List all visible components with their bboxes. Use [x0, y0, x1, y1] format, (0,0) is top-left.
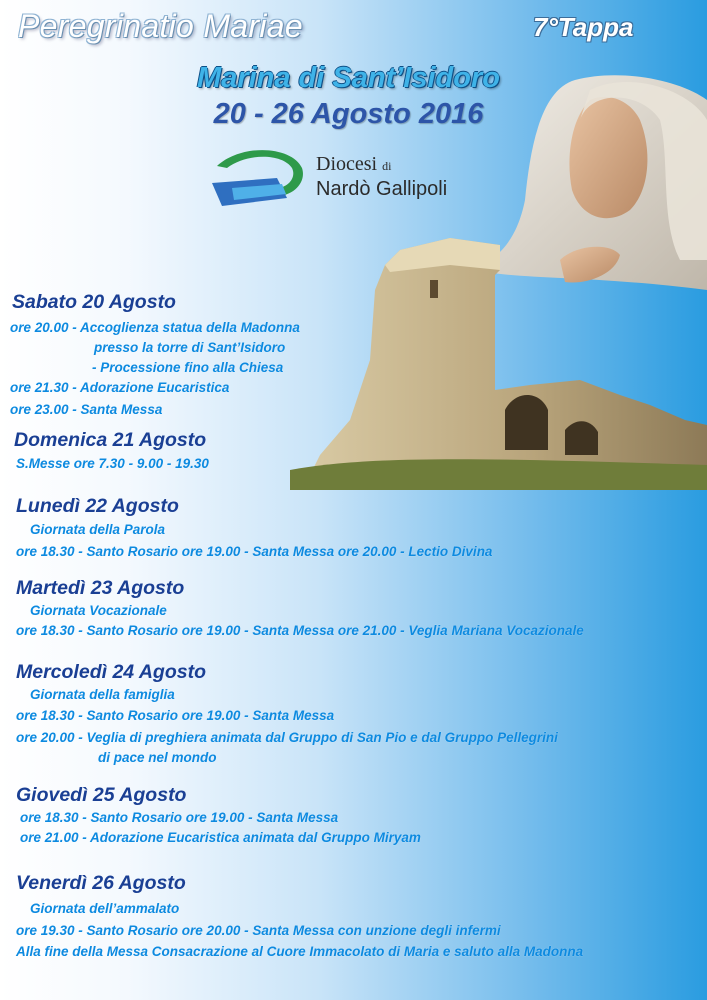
schedule-line: ore 23.00 - Santa Messa: [10, 402, 163, 417]
schedule-line: Giornata dell’ammalato: [30, 901, 180, 916]
schedule-line: ore 20.00 - Accoglienza statua della Madonna: [10, 320, 300, 335]
schedule-line: ore 18.30 - Santo Rosario ore 19.00 - Santa Messa ore 20.00 - Lectio Divina: [16, 544, 493, 559]
day-heading-mercoledi: Mercoledì 24 Agosto: [16, 661, 206, 683]
schedule-line: Alla fine della Messa Consacrazione al Cuore Immacolato di Maria e saluto alla Madonna: [16, 944, 584, 959]
day-heading-sabato: Sabato 20 Agosto: [12, 291, 176, 313]
schedule-line: ore 18.30 - Santo Rosario ore 19.00 - Santa Messa: [20, 810, 339, 825]
stage-label: 7°Tappa: [533, 12, 634, 42]
schedule-line: S.Messe ore 7.30 - 9.00 - 19.30: [16, 456, 209, 471]
place-heading: Marina di Sant’Isidoro: [197, 62, 500, 94]
day-heading-giovedi: Giovedì 25 Agosto: [16, 784, 187, 806]
dates-heading: 20 - 26 Agosto 2016: [213, 98, 484, 130]
logo-text-diocesi: [316, 153, 391, 176]
schedule-line: ore 21.30 - Adorazione Eucaristica: [10, 380, 230, 395]
schedule-line: presso la torre di Sant’Isidoro: [94, 340, 286, 355]
logo-text-di: di: [382, 159, 392, 173]
schedule-line: Giornata della famiglia: [30, 687, 175, 702]
schedule-line: ore 18.30 - Santo Rosario ore 19.00 - Santa Messa ore 21.00 - Veglia Mariana Vocazionale: [16, 623, 584, 638]
day-heading-martedi: Martedì 23 Agosto: [16, 577, 185, 599]
schedule-line: ore 20.00 - Veglia di preghiera animata dal Gruppo di San Pio e dal Gruppo Pellegrini: [16, 730, 558, 745]
day-heading-lunedi: Lunedì 22 Agosto: [16, 495, 179, 517]
schedule-line: ore 18.30 - Santo Rosario ore 19.00 - Santa Messa: [16, 708, 335, 723]
schedule-line: - Processione fino alla Chiesa: [92, 360, 284, 375]
schedule-line: Giornata della Parola: [30, 522, 166, 537]
day-heading-venerdi: Venerdì 26 Agosto: [16, 872, 186, 894]
schedule-line: ore 21.00 - Adorazione Eucaristica animata dal Gruppo Miryam: [20, 830, 421, 845]
schedule-line: Giornata Vocazionale: [30, 603, 167, 618]
logo-text-diocesi-word: Diocesi: [316, 153, 378, 175]
schedule-line: ore 19.30 - Santo Rosario ore 20.00 - Santa Messa con unzione degli infermi: [16, 923, 501, 938]
schedule-line: di pace nel mondo: [98, 750, 217, 765]
page-title: Peregrinatio Mariae: [18, 8, 303, 44]
day-heading-domenica: Domenica 21 Agosto: [14, 429, 207, 451]
logo-text-nardo-gallipoli: Nardò Gallipoli: [316, 178, 448, 200]
